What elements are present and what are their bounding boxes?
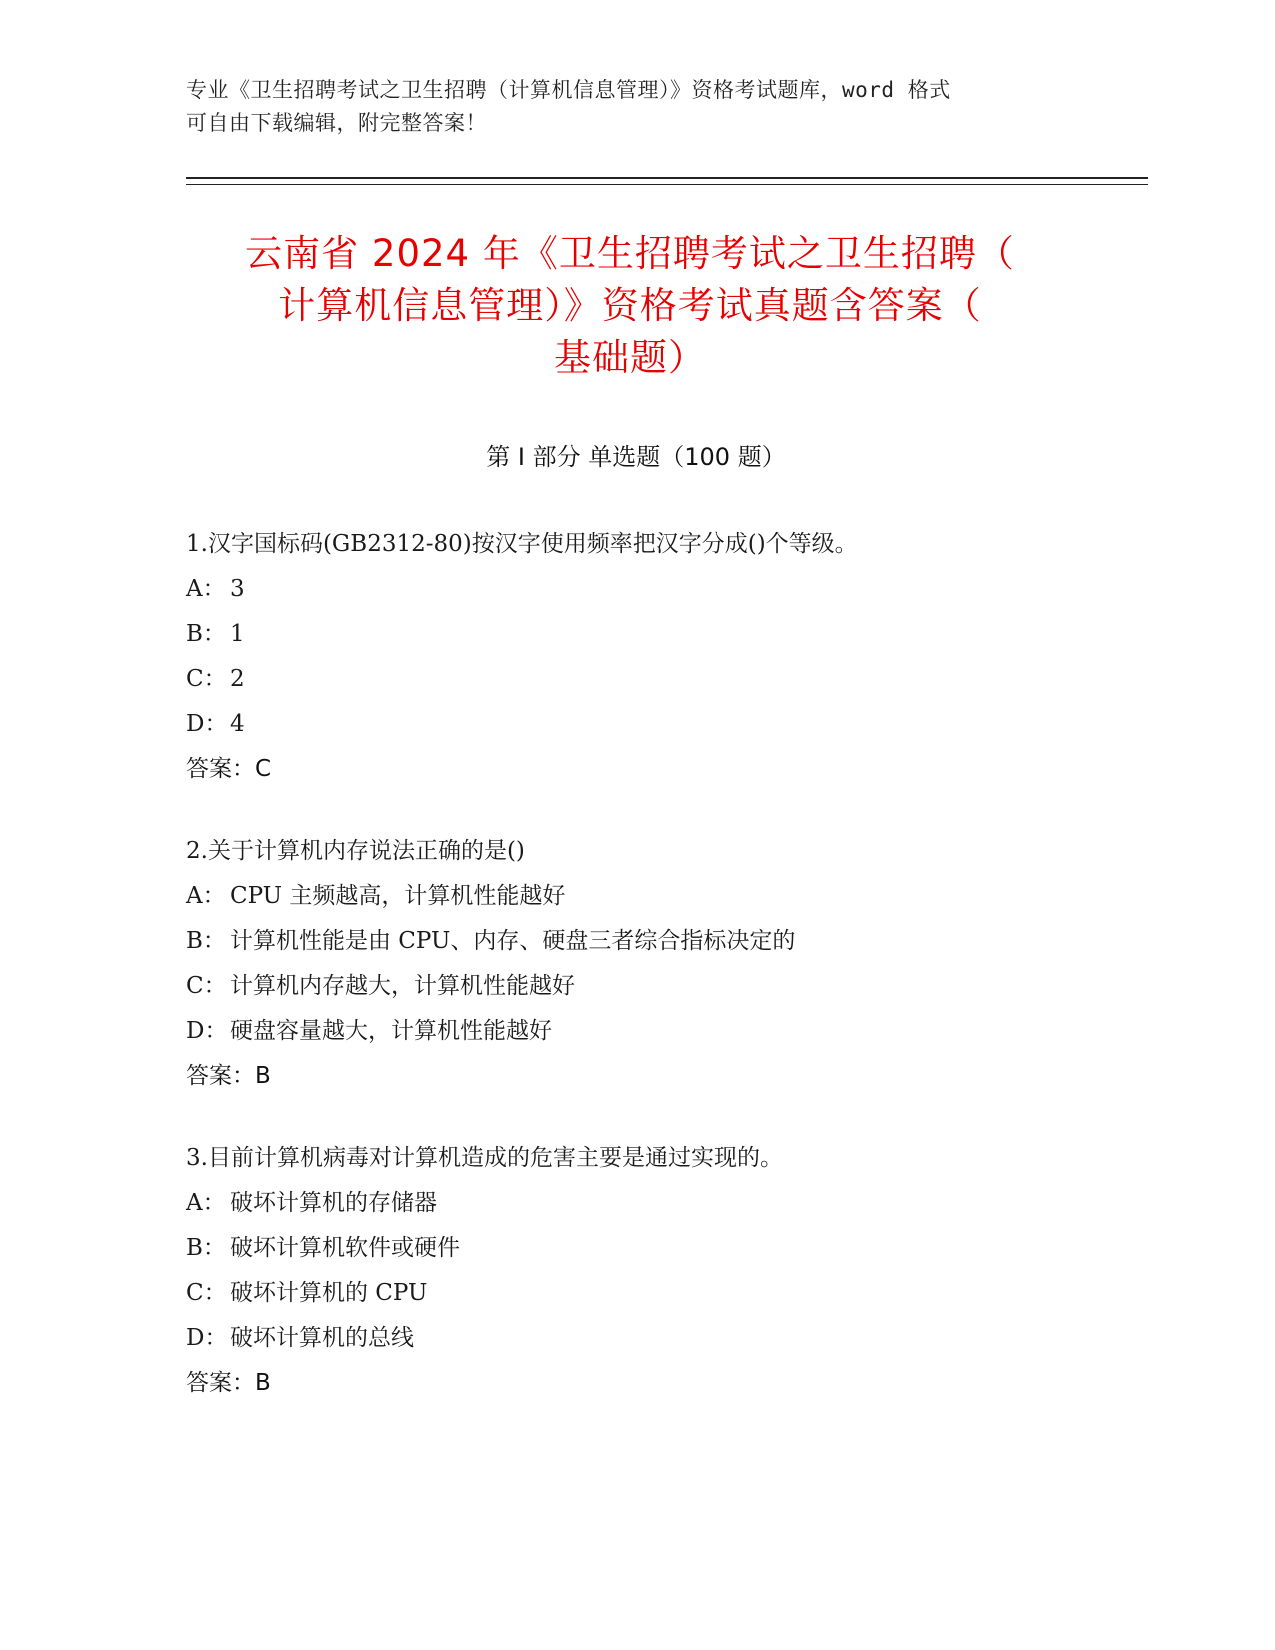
header-divider-thin	[186, 184, 1148, 185]
option-text: 计算机性能是由 CPU、内存、硬盘三者综合指标决定的	[230, 928, 796, 954]
document-title-line-1: 云南省 2024 年《卫生招聘考试之卫生招聘（	[245, 232, 1015, 275]
question-2	[186, 829, 1086, 1099]
header-note-line-1: 专业《卫生招聘考试之卫生招聘（计算机信息管理）》资格考试题库，word 格式	[186, 78, 951, 102]
option-a	[186, 567, 1086, 612]
option-key: B：	[186, 928, 226, 954]
option-text: 计算机内存越大，计算机性能越好	[230, 973, 575, 999]
option-d	[186, 1009, 1086, 1054]
answer-text: 答案：B	[186, 1063, 271, 1089]
option-d	[186, 702, 1086, 747]
question-3	[186, 1136, 1086, 1406]
option-key: C：	[186, 973, 227, 999]
option-c	[186, 657, 1086, 702]
option-key: C：	[186, 666, 227, 692]
document-title-line-2: 计算机信息管理）》资格考试真题含答案（	[278, 284, 982, 327]
option-text: 破坏计算机的存储器	[230, 1190, 437, 1216]
option-key: A：	[186, 883, 226, 909]
option-key: D：	[186, 711, 228, 737]
header-note	[186, 74, 1066, 140]
option-text: 硬盘容量越大，计算机性能越好	[230, 1018, 552, 1044]
question-stem: 2.关于计算机内存说法正确的是()	[186, 838, 525, 864]
option-a	[186, 874, 1086, 919]
header-note-line-2: 可自由下载编辑，附完整答案！	[186, 111, 487, 135]
option-d	[186, 1316, 1086, 1361]
answer-text: 答案：B	[186, 1370, 271, 1396]
option-key: D：	[186, 1018, 228, 1044]
document-title-line-3: 基础题）	[554, 336, 706, 379]
option-key: B：	[186, 621, 226, 647]
option-text: 破坏计算机软件或硬件	[230, 1235, 460, 1261]
header-divider-thick	[186, 177, 1148, 179]
option-a	[186, 1181, 1086, 1226]
option-c	[186, 964, 1086, 1009]
answer-text: 答案：C	[186, 756, 272, 782]
option-key: C：	[186, 1280, 227, 1306]
option-text: 1	[230, 621, 245, 647]
question-stem: 1.汉字国标码(GB2312-80)按汉字使用频率把汉字分成()个等级。	[186, 531, 858, 557]
option-c	[186, 1271, 1086, 1316]
option-text: 4	[230, 711, 245, 737]
option-text: CPU 主频越高，计算机性能越好	[230, 883, 566, 909]
question-list	[186, 522, 1086, 1443]
question-1	[186, 522, 1086, 792]
option-b	[186, 612, 1086, 657]
option-key: B：	[186, 1235, 226, 1261]
option-key: D：	[186, 1325, 228, 1351]
option-b	[186, 919, 1086, 964]
option-text: 破坏计算机的 CPU	[230, 1280, 428, 1306]
option-b	[186, 1226, 1086, 1271]
option-key: A：	[186, 1190, 226, 1216]
section-heading: 第 I 部分 单选题（100 题）	[486, 443, 786, 471]
option-text: 破坏计算机的总线	[230, 1325, 414, 1351]
question-stem: 3.目前计算机病毒对计算机造成的危害主要是通过实现的。	[186, 1145, 783, 1171]
document-title	[180, 228, 1080, 384]
option-key: A：	[186, 576, 226, 602]
option-text: 2	[230, 666, 245, 692]
option-text: 3	[230, 576, 245, 602]
